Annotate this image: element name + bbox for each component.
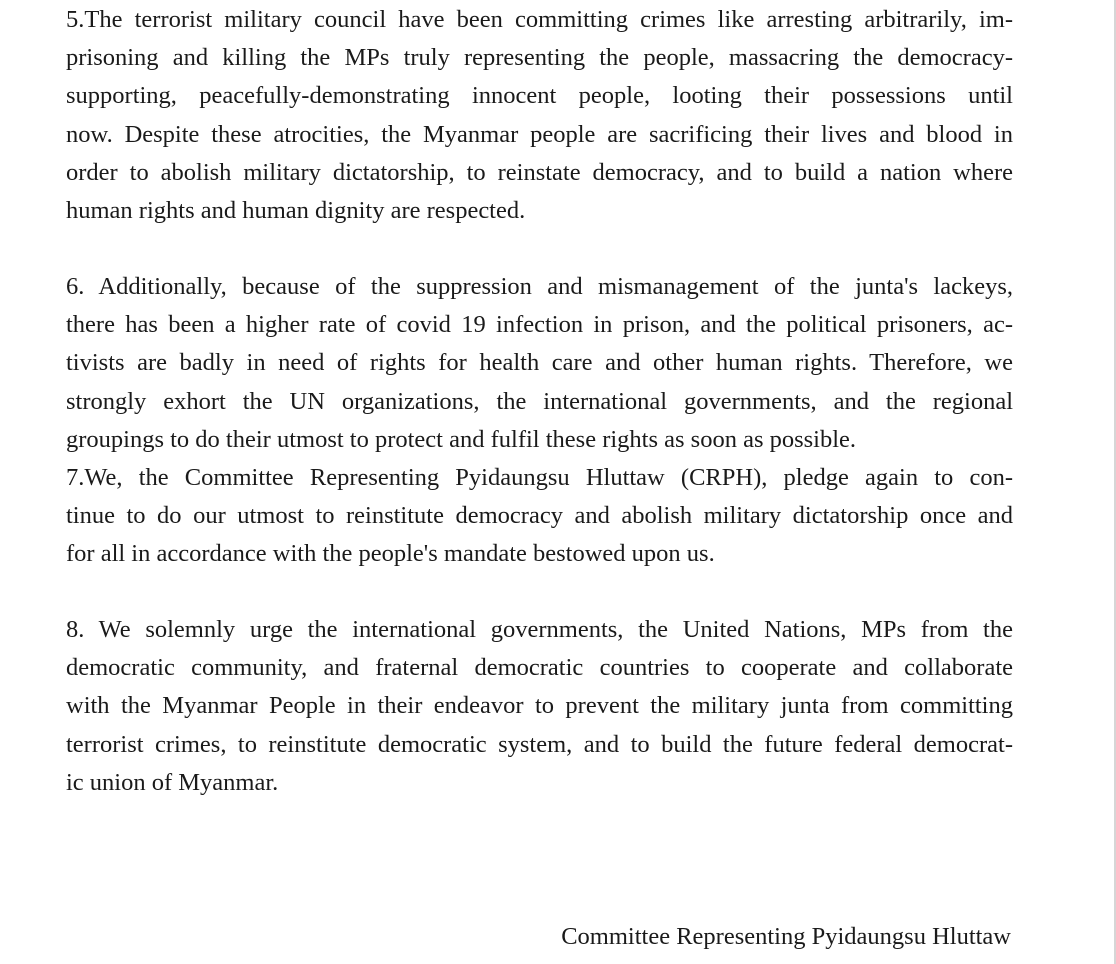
paragraph-8	[66, 611, 1013, 802]
paragraph-line: 6. Additionally, because of the suppression and mismanagement of the junta's lackeys,	[66, 273, 1013, 300]
paragraph-line: for all in accordance with the people's mandate bestowed upon us.	[66, 540, 715, 568]
paragraph-line: prisoning and killing the MPs truly representing the people, massacring the democracy-	[66, 44, 1013, 72]
paragraph-line: strongly exhort the UN organizations, the international governments, and the regional	[66, 387, 1013, 415]
paragraph-6	[66, 268, 1013, 459]
paragraph-5	[66, 1, 1013, 230]
paragraph-line: human rights and human dignity are respected.	[66, 196, 526, 224]
paragraph-line: order to abolish military dictatorship, to reinstate democracy, and to build a nation where	[66, 158, 1013, 186]
paragraph-line: now. Despite these atrocities, the Myanmar people are sacrificing their lives and blood in	[66, 120, 1013, 148]
paragraph-line: tinue to do our utmost to reinstitute democracy and abolish military dictatorship once and	[66, 502, 1013, 530]
paragraph-7	[66, 459, 1013, 574]
paragraph-line: 5.The terrorist military council have been committing crimes like arresting arbitrarily, im-	[66, 6, 1013, 33]
paragraph-line: ic union of Myanmar.	[66, 768, 279, 796]
signature: Committee Representing Pyidaungsu Hluttaw	[561, 923, 1011, 950]
paragraph-line: there has been a higher rate of covid 19 infection in prison, and the political prisoners, ac-	[66, 311, 1013, 339]
paragraph-line: with the Myanmar People in their endeavor to prevent the military junta from committing	[66, 692, 1013, 720]
paragraph-line: 8. We solemnly urge the international governments, the United Nations, MPs from the	[66, 616, 1013, 643]
paragraph-line: supporting, peacefully-demonstrating innocent people, looting their possessions until	[66, 82, 1013, 110]
paragraph-line: terrorist crimes, to reinstitute democratic system, and to build the future federal democrat-	[66, 730, 1013, 758]
paragraph-line: 7.We, the Committee Representing Pyidaungsu Hluttaw (CRPH), pledge again to con-	[66, 464, 1013, 491]
paragraph-line: tivists are badly in need of rights for health care and other human rights. Therefore, we	[66, 349, 1013, 377]
paragraph-line: groupings to do their utmost to protect and fulfil these rights as soon as possible.	[66, 425, 857, 453]
paragraph-line: democratic community, and fraternal democratic countries to cooperate and collaborate	[66, 654, 1013, 682]
